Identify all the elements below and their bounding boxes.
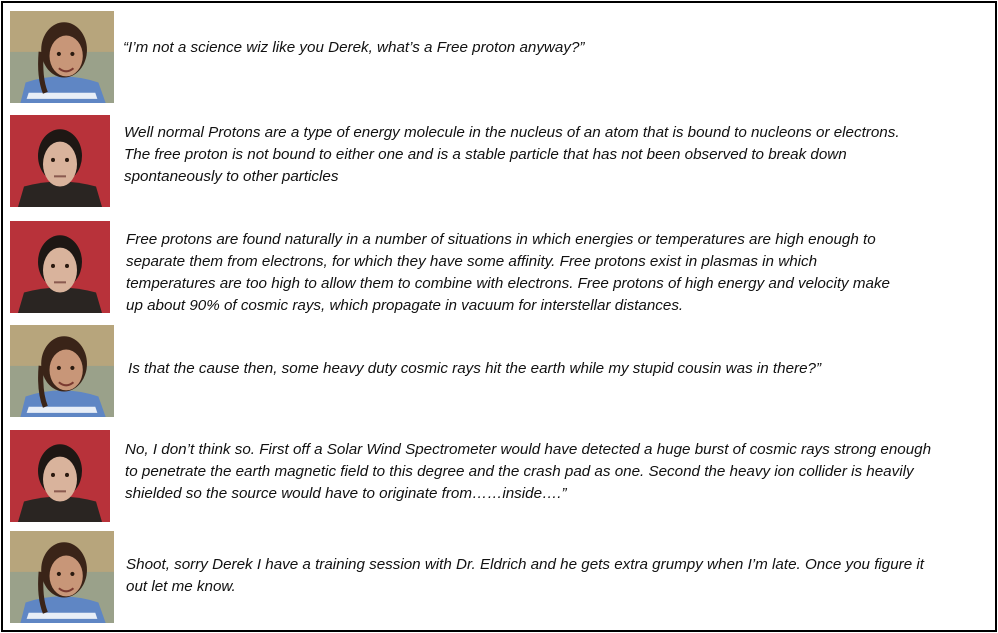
derek-avatar xyxy=(10,221,110,313)
dialogue-line-3: Free protons are found naturally in a number of situations in which energies or temperatures are high enough to separate them from electrons, for which they have some affinity. Free protons exist in plasmas in which temperatures are too high to allow them to combine with electrons. Free protons of high energy and velocity make up about 90% of cosmic rays, which propagate in vacuum for interstellar distances. xyxy=(126,231,890,314)
dialogue-line-2: Well normal Protons are a type of energy molecule in the nucleus of an atom that is bound to nucleons or electrons. The free proton is not bound to either one and is a stable particle that has not been observed to break down spontaneously to other particles xyxy=(124,124,900,185)
girl-avatar xyxy=(10,531,114,623)
dialogue-panel xyxy=(1,1,997,632)
dialogue-line-5: No, I don’t think so. First off a Solar Wind Spectrometer would have detected a huge burst of cosmic rays strong enough to penetrate the earth magnetic field to this degree and the crash pad as one. Second the heavy ion collider is heavily shielded so the source would have to originate from……inside….” xyxy=(125,441,932,502)
dialogue-line-6: Shoot, sorry Derek I have a training session with Dr. Eldrich and he gets extra grumpy when I’m late. Once you figure it out let me know. xyxy=(126,556,924,595)
derek-avatar xyxy=(10,430,110,522)
derek-avatar xyxy=(10,115,110,207)
dialogue-line-1: “I’m not a science wiz like you Derek, what’s a Free proton anyway?” xyxy=(123,39,585,56)
girl-avatar xyxy=(10,11,114,103)
dialogue-line-4: Is that the cause then, some heavy duty cosmic rays hit the earth while my stupid cousin was in there?” xyxy=(128,360,822,377)
girl-avatar xyxy=(10,325,114,417)
